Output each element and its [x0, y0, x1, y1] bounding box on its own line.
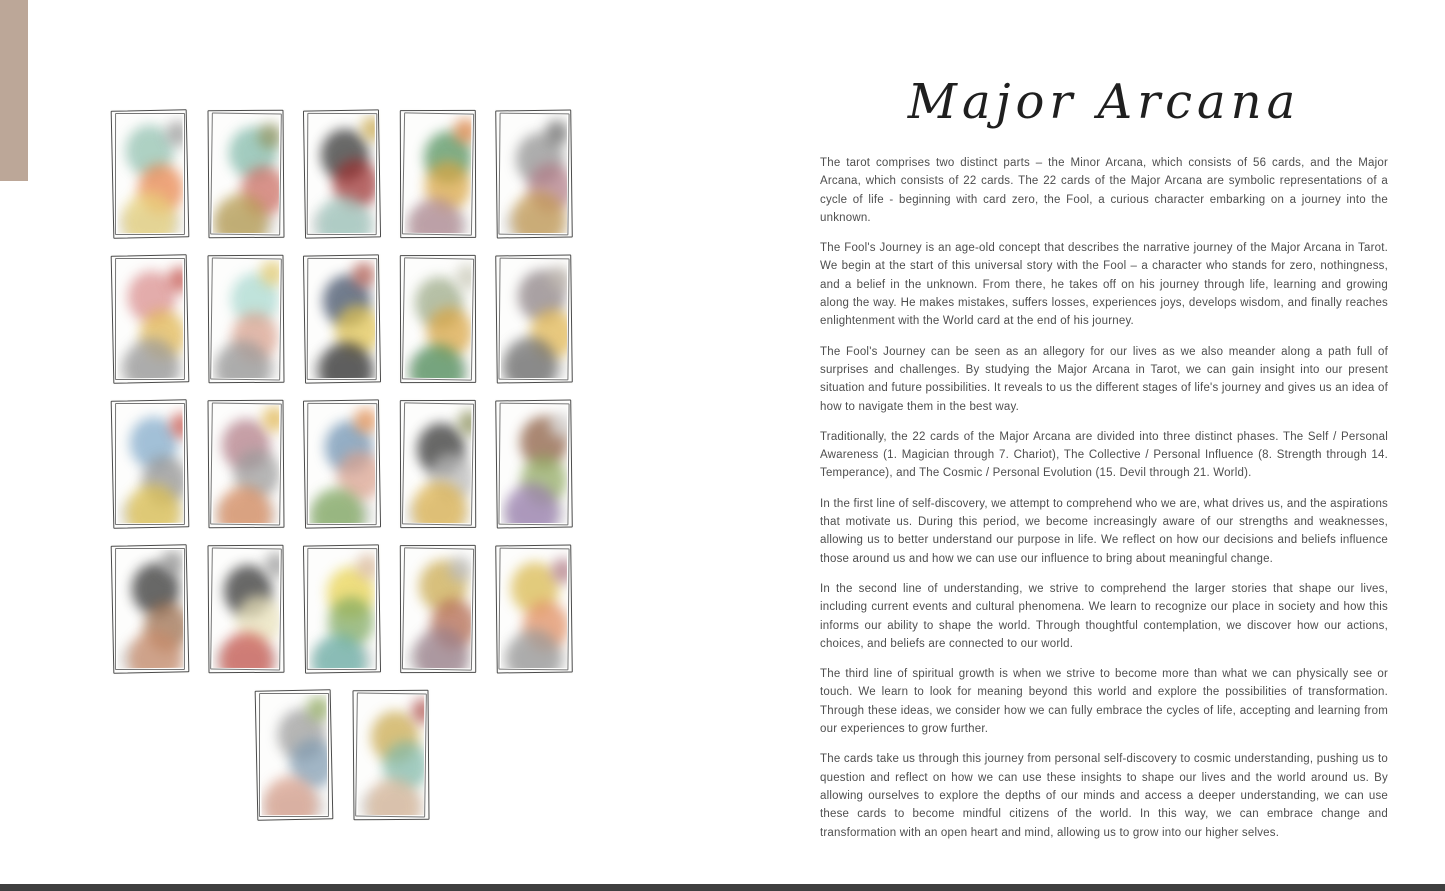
body-paragraph: The third line of spiritual growth is when we strive to become more than what we can physically see or touch. We learn to look for meaning beyond this world and explore the possibilities of transformation. Through these ideas, we consider how we can fully embrace the cycles of life, accepting and learning from our experiences to grow further.	[820, 668, 1388, 736]
tarot-card-the-magician	[207, 109, 286, 239]
card-art	[116, 550, 183, 669]
tarot-card-temperance	[495, 399, 573, 529]
body-paragraph: The Fool's Journey is an age-old concept that describes the narrative journey of the Major Arcana in Tarot. We begin at the start of this universal story with the Fool – a character who stands for zero, nothingness, and a belief in the unknown. From there, he takes off on his journey through life, learning and growing along the way. He makes mistakes, suffers losses, experiences joys, develops wisdom, and finally reaches enlightenment with the World card at the end of his journey.	[820, 242, 1388, 328]
tarot-card-strength	[398, 254, 477, 385]
card-art	[260, 695, 327, 816]
tarot-card-the-empress	[398, 109, 477, 240]
card-art	[116, 115, 183, 234]
card-art	[501, 550, 567, 668]
card-art	[501, 260, 567, 378]
card-art	[309, 115, 376, 233]
body-paragraph: Traditionally, the 22 cards of the Major Arcana are divided into three distinct phases. The Self / Personal Awareness (1. Magician through 7. Chariot), The Collective / Personal Influence (8. Strength through 14. Temperance), and The Cosmic / Personal Evolution (15. Devil through 21. World).	[820, 430, 1388, 480]
tarot-card-the-lovers	[207, 254, 286, 384]
tarot-card-the-hermit	[495, 254, 573, 384]
tarot-card-the-hierophant	[110, 254, 189, 385]
tarot-cards-grid	[111, 109, 573, 674]
tarot-card-the-devil	[110, 544, 189, 675]
tarot-card-the-tower	[207, 544, 286, 674]
body-paragraph: In the first line of self-discovery, we attempt to comprehend who we are, what drives us, and the aspirations that motivate us. During this period, we become increasingly aware of our strengths and weaknesses, allowing us to better understand our purpose in life. We reflect on how our decisions and beliefs influence those around us and how we can use our influence to bring about meaningful change.	[820, 497, 1388, 565]
card-art	[116, 405, 183, 524]
card-art	[309, 405, 376, 523]
body-paragraph: The cards take us through this journey from personal self-discovery to cosmic understanding, pushing us to question and reflect on how we can use these insights to shape our lives and the world around us. By allowing ourselves to explore the depths of our minds and access a deeper understanding, we can use these cards to become mindful citizens of the world. In this way, we can embrace change and transformation with an open heart and mind, allowing us to grow into our higher selves.	[820, 753, 1388, 839]
tarot-card-wheel-of-fortune	[110, 399, 189, 530]
tarot-card-the-emperor	[495, 109, 573, 239]
card-art	[213, 405, 280, 523]
card-art	[501, 115, 567, 233]
card-art	[501, 405, 567, 523]
tarot-card-the-chariot	[303, 254, 382, 384]
bottom-edge-bar	[0, 884, 1445, 891]
card-art	[213, 260, 280, 378]
card-art	[404, 115, 471, 234]
card-art	[116, 260, 183, 379]
tarot-card-the-hanged-man	[303, 399, 382, 529]
tarot-card-death	[398, 399, 477, 530]
card-art	[404, 550, 471, 669]
tarot-card-the-moon	[398, 544, 477, 675]
tarot-card-the-world	[351, 689, 430, 821]
tarot-card-justice	[207, 399, 286, 529]
card-art	[213, 115, 280, 233]
corner-accent-block	[0, 0, 28, 181]
body-paragraph: The tarot comprises two distinct parts – the Minor Arcana, which consists of 56 cards, and the Major Arcana, which consists of 22 cards. The 22 cards of the Major Arcana are symbolic representations of a cycle of life - beginning with card zero, the Fool, a curious character embarking on a journey into the unknown.	[820, 157, 1388, 224]
card-art	[404, 405, 471, 524]
body-paragraph: The Fool's Journey can be seen as an allegory for our lives as we also meander along a path full of surprises and challenges. By studying the Major Arcana in Tarot, we can gain insight into our present situation and future possibilities. It reveals to us the different stages of life's journey and gives us an idea of how to navigate them in the best way.	[820, 345, 1388, 413]
card-art	[213, 550, 280, 668]
page-title: Major Arcana	[907, 74, 1301, 130]
right-page	[820, 56, 1388, 854]
card-art	[309, 260, 376, 378]
tarot-card-the-star	[303, 544, 382, 674]
tarot-card-the-high-priestess	[303, 109, 382, 239]
card-art	[309, 550, 376, 668]
tarot-card-the-fool	[110, 109, 189, 240]
tarot-card-judgement	[254, 689, 333, 822]
tarot-card-the-sun	[495, 544, 573, 674]
body-paragraph: In the second line of understanding, we strive to comprehend the larger stories that shape our lives, including current events and cultural phenomena. We learn to recognize our place in society and how this informs our ability to shape the world. Through thoughtful contemplation, we discover how our actions, choices, and beliefs are connected to our world.	[820, 582, 1388, 650]
tarot-cards-last-row	[111, 689, 573, 821]
card-art	[357, 695, 424, 815]
card-art	[404, 260, 471, 379]
